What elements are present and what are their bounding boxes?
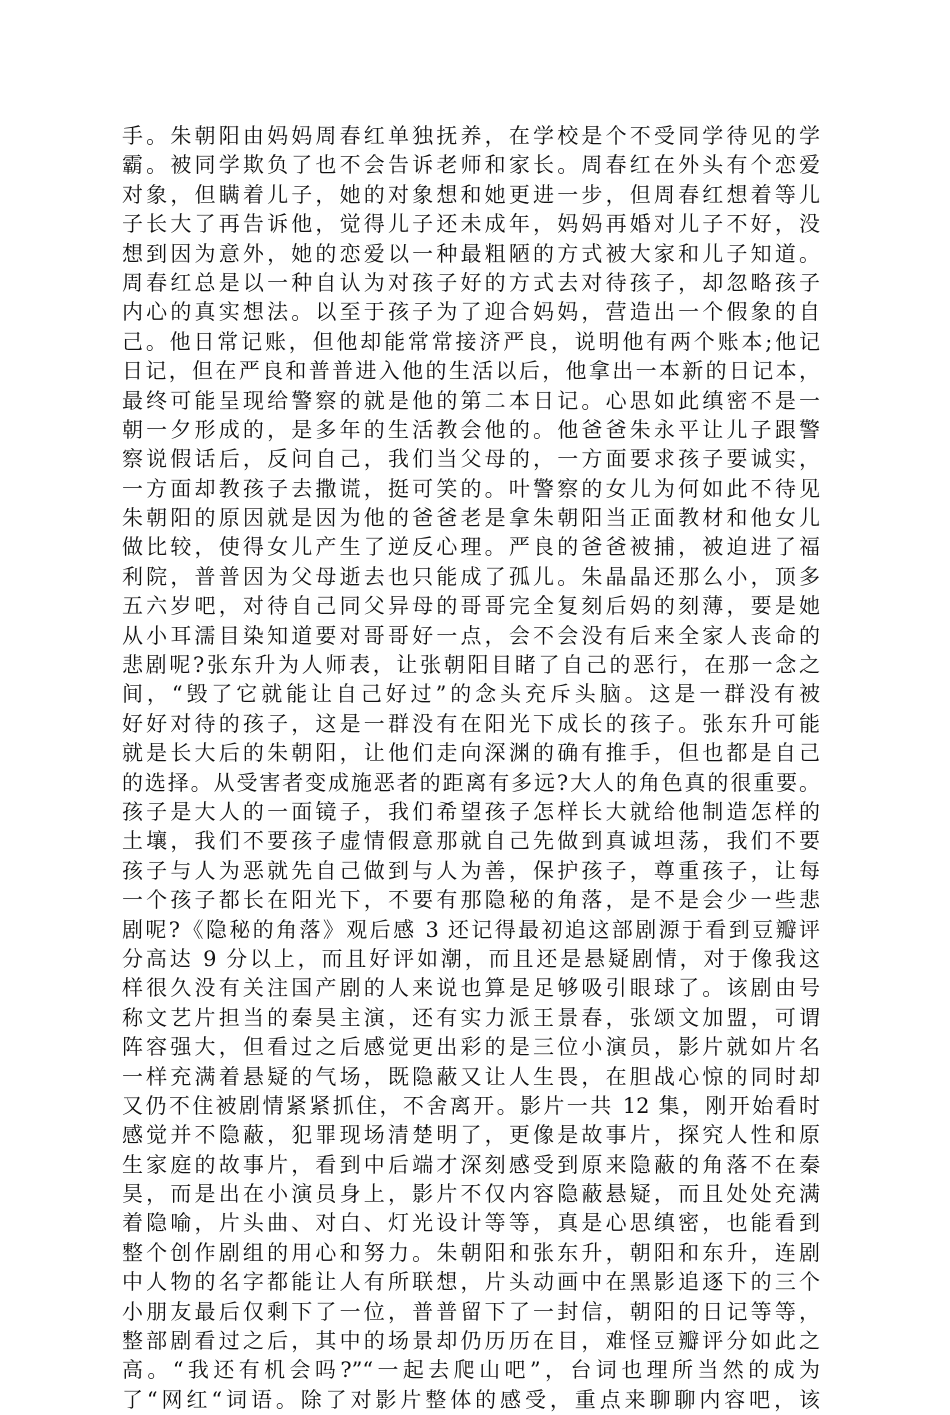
text-line: 做比较，使得女儿产生了逆反心理。严良的爸爸被捕，被迫进了福 bbox=[122, 535, 820, 560]
text-line: 日记，但在严良和普普进入他的生活以后，他拿出一本新的日记本， bbox=[122, 359, 820, 384]
text-line: 了“网红“词语。除了对影片整体的感受，重点来聊聊内容吧，该 bbox=[122, 1387, 820, 1412]
text-line: 土壤，我们不要孩子虚情假意那就自己先做到真诚坦荡，我们不要 bbox=[122, 829, 820, 854]
text-line: 子长大了再告诉他，觉得儿子还未成年，妈妈再婚对儿子不好，没 bbox=[122, 212, 820, 237]
text-line: 五六岁吧，对待自己同父异母的哥哥完全复刻后妈的刻薄，要是她 bbox=[122, 594, 820, 619]
text-line: 朝一夕形成的，是多年的生活教会他的。他爸爸朱永平让儿子跟警 bbox=[122, 417, 820, 442]
text-line: 一个孩子都长在阳光下，不要有那隐秘的角落，是不是会少一些悲 bbox=[122, 888, 820, 913]
text-line: 就是长大后的朱朝阳，让他们走向深渊的确有推手，但也都是自己 bbox=[122, 741, 820, 766]
text-line: 中人物的名字都能让人有所联想，片头动画中在黑影追逐下的三个 bbox=[122, 1270, 820, 1295]
text-line: 孩子与人为恶就先自己做到与人为善，保护孩子，尊重孩子，让每 bbox=[122, 858, 820, 883]
text-line: 小朋友最后仅剩下了一位，普普留下了一封信，朝阳的日记等等， bbox=[122, 1299, 820, 1324]
text-line: 内心的真实想法。以至于孩子为了迎合妈妈，营造出一个假象的自 bbox=[122, 300, 820, 325]
text-line: 悲剧呢?张东升为人师表，让张朝阳目睹了自己的恶行，在那一念之 bbox=[122, 653, 820, 678]
text-line: 的选择。从受害者变成施恶者的距离有多远?大人的角色真的很重要。 bbox=[122, 770, 820, 795]
text-line: 整部剧看过之后，其中的场景却仍历历在目，难怪豆瓣评分如此之 bbox=[122, 1329, 820, 1354]
text-line: 阵容强大，但看过之后感觉更出彩的是三位小演员，影片就如片名 bbox=[122, 1035, 820, 1060]
text-line: 从小耳濡目染知道要对哥哥好一点，会不会没有后来全家人丧命的 bbox=[122, 623, 820, 648]
text-line: 又仍不住被剧情紧紧抓住，不舍离开。影片一共 12 集，刚开始看时 bbox=[122, 1093, 820, 1118]
text-line: 生家庭的故事片，看到中后端才深刻感受到原来隐蔽的角落不在秦 bbox=[122, 1152, 820, 1177]
text-line: 好好对待的孩子，这是一群没有在阳光下成长的孩子。张东升可能 bbox=[122, 711, 820, 736]
text-line: 利院，普普因为父母逝去也只能成了孤儿。朱晶晶还那么小，顶多 bbox=[122, 564, 820, 589]
text-line: 己。他日常记账，但他却能常常接济严良，说明他有两个账本;他记 bbox=[122, 329, 820, 354]
text-line: 最终可能呈现给警察的就是他的第二本日记。心思如此缜密不是一 bbox=[122, 388, 820, 413]
text-line: 感觉并不隐蔽，犯罪现场清楚明了，更像是故事片，探究人性和原 bbox=[122, 1123, 820, 1148]
body-text bbox=[122, 122, 820, 1415]
text-line: 周春红总是以一种自认为对孩子好的方式去对待孩子，却忽略孩子 bbox=[122, 270, 820, 295]
text-line: 样很久没有关注国产剧的人来说也算是足够吸引眼球了。该剧由号 bbox=[122, 976, 820, 1001]
text-line: 孩子是大人的一面镜子，我们希望孩子怎样长大就给他制造怎样的 bbox=[122, 799, 820, 824]
text-line: 间，“毁了它就能让自己好过”的念头充斥头脑。这是一群没有被 bbox=[122, 682, 820, 707]
text-line: 对象，但瞒着儿子，她的对象想和她更进一步，但周春红想着等儿 bbox=[122, 182, 820, 207]
text-line: 称文艺片担当的秦昊主演，还有实力派王景春，张颂文加盟，可谓 bbox=[122, 1005, 820, 1030]
text-line: 手。朱朝阳由妈妈周春红单独抚养，在学校是个不受同学待见的学 bbox=[122, 124, 820, 148]
text-line: 想到因为意外，她的恋爱以一种最粗陋的方式被大家和儿子知道。 bbox=[122, 241, 820, 266]
text-line: 察说假话后，反问自己，我们当父母的，一方面要求孩子要诚实， bbox=[122, 447, 820, 472]
text-line: 剧呢?《隐秘的角落》观后感 3 还记得最初追这部剧源于看到豆瓣评 bbox=[122, 917, 820, 942]
text-line: 昊，而是出在小演员身上，影片不仅内容隐蔽悬疑，而且处处充满 bbox=[122, 1182, 820, 1207]
text-line: 着隐喻，片头曲、对白、灯光设计等等，真是心思缜密，也能看到 bbox=[122, 1211, 820, 1236]
text-line: 一方面却教孩子去撒谎，挺可笑的。叶警察的女儿为何如此不待见 bbox=[122, 476, 820, 501]
text-line: 霸。被同学欺负了也不会告诉老师和家长。周春红在外头有个恋爱 bbox=[122, 153, 820, 178]
text-line: 一样充满着悬疑的气场，既隐蔽又让人生畏，在胆战心惊的同时却 bbox=[122, 1064, 820, 1089]
text-line: 整个创作剧组的用心和努力。朱朝阳和张东升，朝阳和东升，连剧 bbox=[122, 1240, 820, 1265]
text-line: 高。“我还有机会吗?”“一起去爬山吧”，台词也理所当然的成为 bbox=[122, 1358, 820, 1383]
text-line: 分高达 9 分以上，而且好评如潮，而且还是悬疑剧情，对于像我这 bbox=[122, 946, 820, 971]
text-line: 朱朝阳的原因就是因为他的爸爸老是拿朱朝阳当正面教材和他女儿 bbox=[122, 506, 820, 531]
